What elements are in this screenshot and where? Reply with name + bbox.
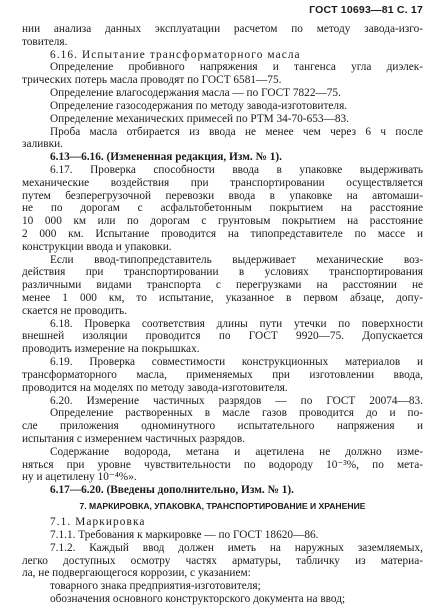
text-line: проводится на моделях по методу завода-изготовителя. bbox=[22, 381, 288, 394]
text-line: действия при транспортировании в условиях транспортирования bbox=[22, 266, 423, 279]
text-line: механические воздействия при транспортировании осуществляется bbox=[22, 176, 423, 189]
text-line: обозначения основного конструкторского документа на ввод; bbox=[50, 593, 346, 605]
text-line: проводить измерение на покрышках. bbox=[22, 343, 200, 356]
text-line: внешней изоляции проводится по ГОСТ 9920—75. Допускается bbox=[22, 330, 423, 343]
subsection-heading: 6.16. Испытание трансформаторного масла bbox=[50, 48, 301, 61]
text-line: Определение влагосодержания масла — по ГОСТ 7822—75. bbox=[50, 87, 341, 99]
text-line: товителя. bbox=[22, 35, 68, 48]
text-line: 6.18. Проверка соответствия длины пути утечки по поверхности bbox=[50, 317, 423, 330]
page-header: ГОСТ 10693—81 С. 17 bbox=[309, 4, 423, 16]
text-line: легко доступных осмотру частях арматуры, табличку из материа- bbox=[22, 554, 423, 567]
text-line: путем безперегрузочной перевозки ввода в упаковке на автомаши- bbox=[22, 189, 423, 202]
text-line: Если ввод-типопредставитель выдерживает механические воз- bbox=[50, 253, 423, 266]
text-line: ла, не подвергающегося коррозии, с указанием: bbox=[22, 567, 251, 580]
text-line: скается не проводить. bbox=[22, 304, 127, 317]
text-line: 2 000 км. Испытание проводится на типопредставителе по массе и bbox=[22, 227, 423, 240]
text-line: менее 1 000 км, то испытание, указанное в первом абзаце, допу- bbox=[22, 292, 423, 304]
text-line: Определение пробивного напряжения и тангенса угла диэлек- bbox=[50, 61, 423, 74]
amendment-note: 6.13—6.16. (Измененная редакция, Изм. № 1). bbox=[50, 151, 282, 164]
text-line: Определение механических примесей по РТМ 34-70-653—83. bbox=[50, 112, 349, 125]
text-line: 7.1.2. Каждый ввод должен иметь на наружных заземляемых, bbox=[50, 541, 423, 554]
text-line: Определение газосодержания по методу завода-изготовителя. bbox=[50, 99, 348, 112]
section-heading: 7. МАРКИРОВКА, УПАКОВКА, ТРАНСПОРТИРОВАНИЕ И ХРАНЕНИЕ bbox=[79, 501, 366, 512]
text-line: нии анализа данных эксплуатации расчетом по методу завода-изго- bbox=[22, 23, 423, 35]
text-line: товарного знака предприятия-изготовителя; bbox=[50, 580, 261, 593]
text-line: конструкции ввода и упаковки. bbox=[22, 240, 172, 253]
text-line: трансформаторного масла, применяемых при изготовлении ввода, bbox=[22, 368, 423, 381]
text-line: заливки. bbox=[22, 138, 63, 151]
text-line: не по дорогам с асфальтобетонным покрытием на расстояние bbox=[22, 202, 423, 215]
amendment-note: 6.17—6.20. (Введены дополнительно, Изм. № 1). bbox=[50, 484, 294, 497]
text-line: 6.17. Проверка способности ввода в упаковке выдерживать bbox=[50, 163, 423, 176]
text-line: 10 000 км или по дорогам с грунтовым покрытием на расстояние bbox=[22, 215, 423, 228]
text-line: 6.19. Проверка совместимости конструкционных материалов и bbox=[50, 356, 423, 368]
text-line: ну и ацетилену 10⁻⁴%». bbox=[22, 471, 137, 484]
text-line: трических потерь масла проводят по ГОСТ 6581—75. bbox=[22, 74, 282, 87]
text-line: Проба масла отбирается из ввода не менее чем через 6 ч после bbox=[50, 125, 423, 138]
subsection-heading: 7.1. Маркировка bbox=[50, 516, 146, 529]
text-line: Содержание водорода, метана и ацетилена не должно изме- bbox=[50, 445, 423, 458]
text-line: испытания с измерением частичных разрядов. bbox=[22, 432, 245, 445]
text-line: Определение растворенных в масле газов проводится до и по- bbox=[50, 407, 423, 420]
text-line: 7.1.1. Требования к маркировке — по ГОСТ 18620—86. bbox=[50, 529, 319, 541]
text-line: различными видами транспорта с перегрузками на расстоянии не bbox=[22, 279, 423, 292]
text-line: няться при уровне чувствительности по водороду 10⁻³%, по мета- bbox=[22, 458, 423, 471]
text-line: сле приложения одноминутного испытательного напряжения и bbox=[22, 420, 423, 433]
text-line: 6.20. Измерение частичных разрядов — по ГОСТ 20074—83. bbox=[50, 394, 423, 407]
